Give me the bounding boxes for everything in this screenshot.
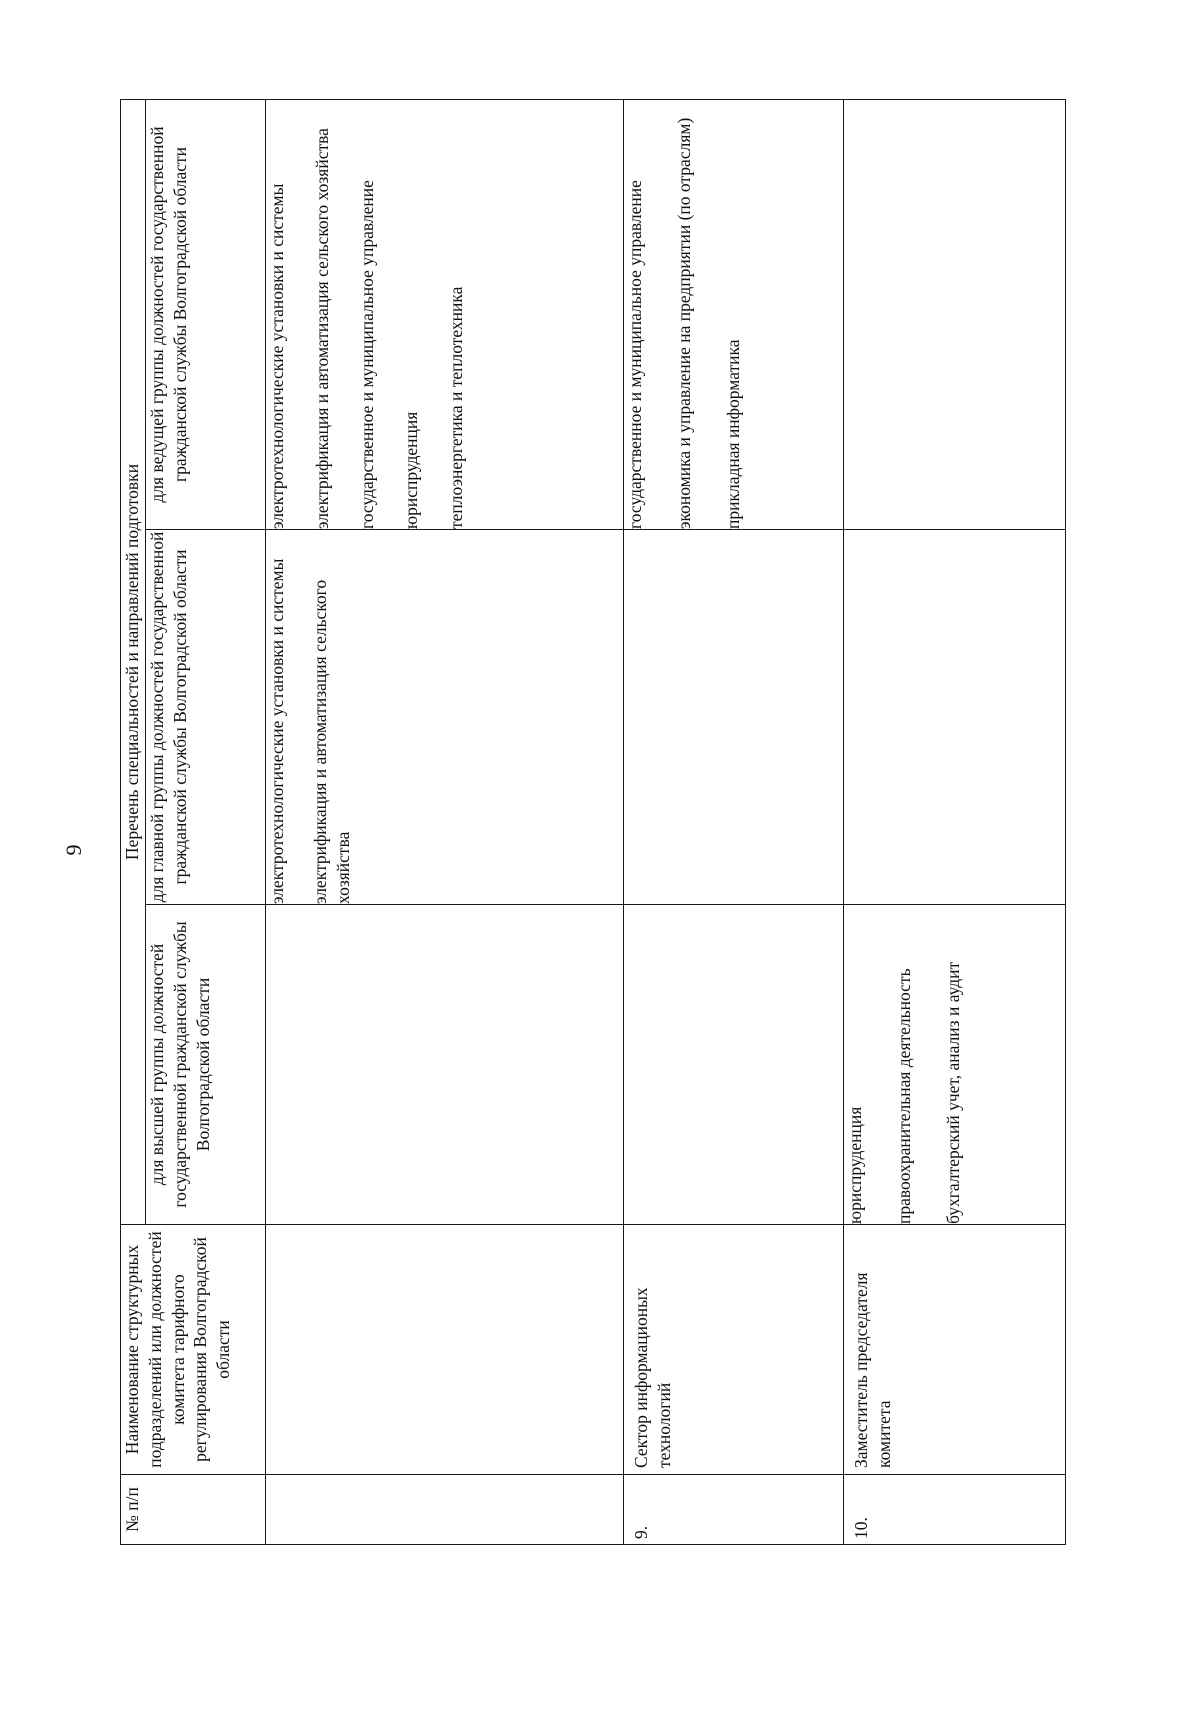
row-unit-name: Заместитель председателя комитета [844,1225,1066,1475]
header-specialties-group: Перечень специальностей и направлений подготовки [121,100,146,1225]
row-main-specialties [624,530,844,905]
row-number: 10. [844,1475,1066,1545]
specialty-item: теплоэнергетика и теплотехника [446,286,466,529]
specialty-item: юриспруденция [845,1106,865,1224]
page-number: 9 [61,844,86,856]
row-leading-specialties [844,100,1066,530]
row-number [266,1475,624,1545]
header-higher-group: для высшей группы должностей государственной гражданской службы Волгоградской области [146,905,266,1225]
header-number: № п/п [121,1475,266,1545]
row-higher-specialties [624,905,844,1225]
header-unit-name: Наименование структурных подразделений или должностей комитета тарифного регулирования Волгоградской области [121,1225,266,1475]
specialty-item: электрификация и автоматизация сельского хозяйства [309,579,353,904]
row-unit-name: Сектор информационых технологий [624,1225,844,1475]
specialties-table [120,99,1066,1545]
row-leading-specialties [266,100,624,530]
header-main-group: для главной группы должностей государственной гражданской службы Волгоградской области [146,530,266,905]
specialty-item: правоохранительная деятельность [893,968,914,1224]
row-unit-name [266,1225,624,1475]
row-leading-specialties [624,100,844,530]
specialty-item: государственное и муниципальное управление [625,180,645,529]
row-main-specialties [266,530,624,905]
specialty-item: электротехнологические установки и системы [267,183,287,529]
specialty-item: экономика и управление на предприятии (по отраслям) [673,117,694,529]
header-leading-group: для ведущей группы должностей государственной гражданской службы Волгоградской области [146,100,266,530]
table-row [624,100,844,1545]
specialty-item: электротехнологические установки и системы [267,558,287,904]
table-row [266,100,624,1545]
specialty-item: государственное и муниципальное управление [356,180,377,529]
specialty-item: прикладная информатика [722,339,743,529]
table-row [844,100,1066,1545]
specialty-item: бухгалтерский учет, анализ и аудит [942,961,963,1224]
row-higher-specialties [844,905,1066,1225]
row-main-specialties [844,530,1066,905]
rotated-table-wrapper [120,100,1065,1545]
specialty-item: юриспруденция [401,411,422,529]
specialty-item: электрификация и автоматизация сельского хозяйства [311,128,332,529]
row-higher-specialties [266,905,624,1225]
row-number: 9. [624,1475,844,1545]
